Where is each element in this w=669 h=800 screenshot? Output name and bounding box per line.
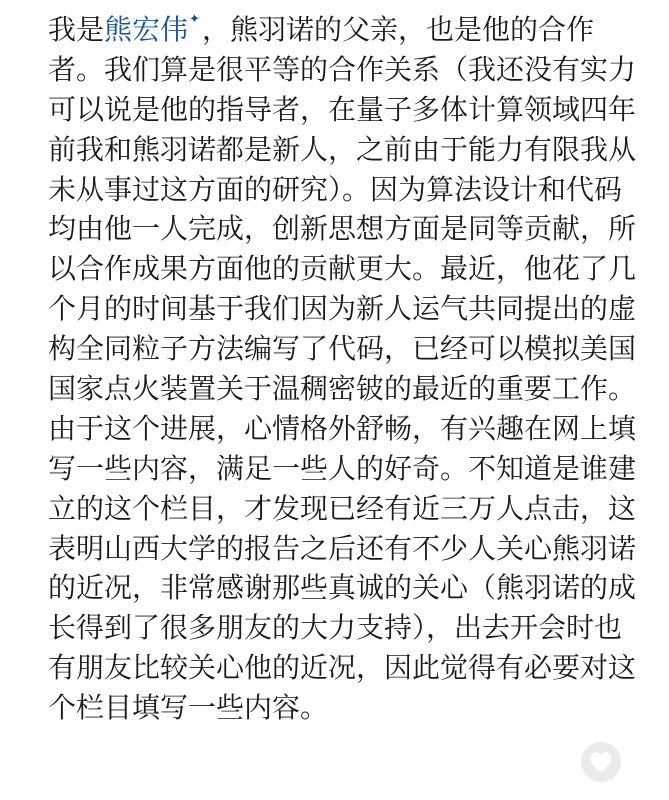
article-line: 国家点火装置关于温稠密铍的最近的重要工作。 (48, 372, 637, 406)
text-segment: 我是 (48, 13, 105, 46)
article-line: 写一些内容，满足一些人的好奇。不知道是谁建 (48, 451, 637, 485)
article-line: 个月的时间基于我们因为新人运气共同提出的虚 (48, 292, 637, 326)
article-body (48, 10, 637, 728)
article-line: 表明山西大学的报告之后还有不少人关心熊羽诺 (48, 531, 637, 565)
article-line: 个栏目填写一些内容。 (48, 691, 329, 725)
article-line: 者。我们算是很平等的合作关系（我还没有实力 (48, 52, 637, 86)
text-segment: ，熊羽诺的父亲，也是他的合作 (201, 13, 594, 46)
author-name-link[interactable]: 熊宏伟 (104, 13, 189, 46)
article-line: 的近况，非常感谢那些真诚的关心（熊羽诺的成 (48, 571, 637, 605)
like-button[interactable] (581, 742, 621, 782)
sparkle-icon: ✦ (189, 12, 200, 27)
article-line: 立的这个栏目，才发现已经有近三万人点击，这 (48, 491, 637, 525)
article-line: 前我和熊羽诺都是新人，之前由于能力有限我从 (48, 132, 637, 166)
article-line: 可以说是他的指导者，在量子多体计算领域四年 (48, 92, 637, 126)
article-line: 由于这个进展，心情格外舒畅，有兴趣在网上填 (48, 411, 637, 445)
article-line: 长得到了很多朋友的大力支持），出去开会时也 (48, 611, 623, 645)
heart-icon (589, 751, 613, 773)
article-line-1 (48, 10, 628, 50)
article-line: 有朋友比较关心他的近况，因此觉得有必要对这 (48, 651, 637, 685)
article-line: 构全同粒子方法编写了代码，已经可以模拟美国 (48, 332, 637, 366)
article-line: 均由他一人完成，创新思想方面是同等贡献，所 (48, 212, 637, 246)
article-line: 未从事过这方面的研究）。因为算法设计和代码 (48, 172, 623, 206)
article-line: 以合作成果方面他的贡献更大。最近，他花了几 (48, 252, 637, 286)
